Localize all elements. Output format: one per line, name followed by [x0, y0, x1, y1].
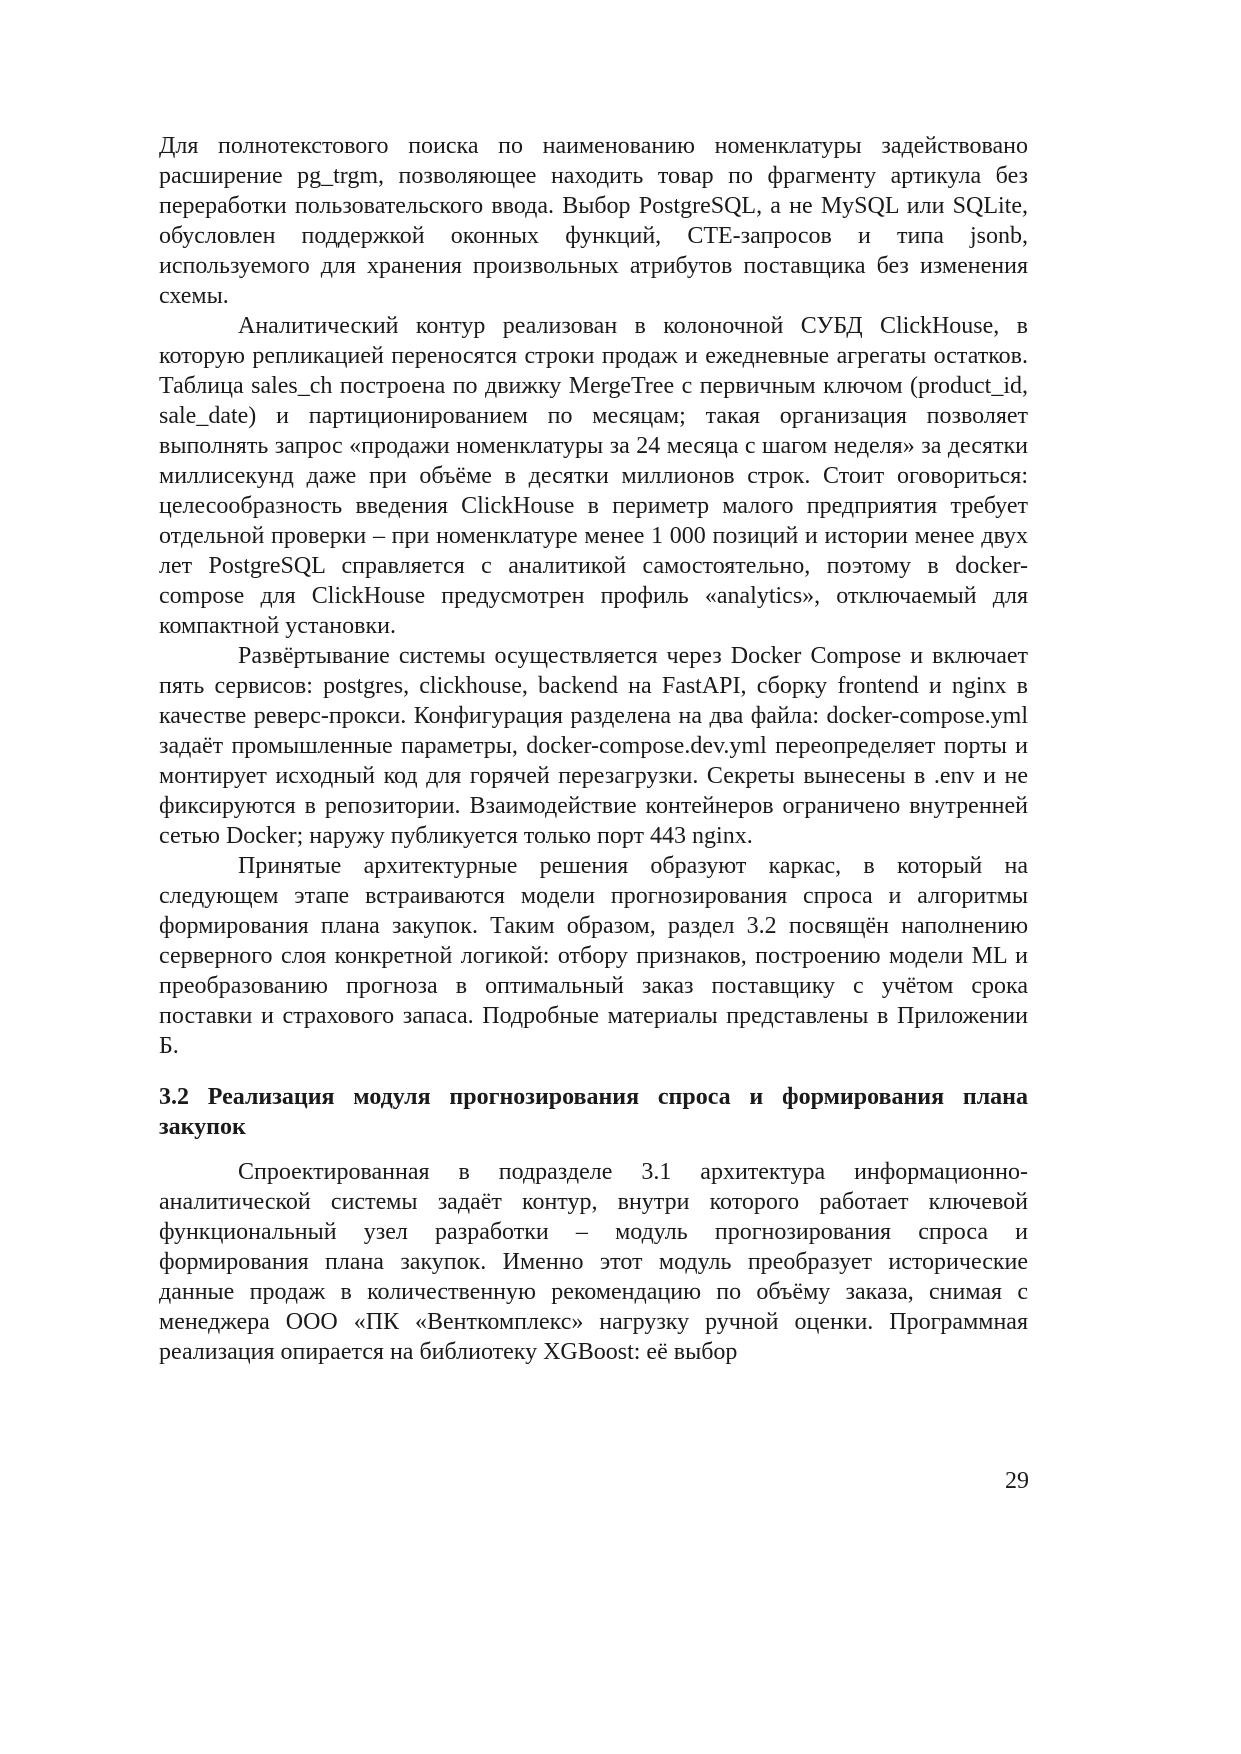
paragraph-architecture-summary: Принятые архитектурные решения образуют каркас, в который на следующем этапе встраиваются модели прогнозирования спроса и алгоритмы формирования плана закупок. Таким образом, раздел 3.2 посвящён наполнению серверного слоя конкретной логикой: отбору признаков, построению модели ML и преобразованию прогноза в оптимальный заказ поставщику с учётом срока поставки и страхового запаса. Подробные материалы представлены в Приложении Б.	[159, 853, 1028, 1059]
document-body	[159, 131, 1028, 1367]
paragraph-section-intro: Спроектированная в подразделе 3.1 архитектура информационно-аналитической системы задаёт контур, внутри которого работает ключевой функциональный узел разработки – модуль прогнозирования спроса и формирования плана закупок. Именно этот модуль преобразует исторические данные продаж в количественную рекомендацию по объёму заказа, снимая с менеджера ООО «ПК «Венткомплекс» нагрузку ручной оценки. Программная реализация опирается на библиотеку XGBoost: её выбор	[159, 1159, 1028, 1365]
section-heading-3-2: 3.2 Реализация модуля прогнозирования спроса и формирования плана закупок	[159, 1084, 1028, 1140]
paragraph-pg-trgm: Для полнотекстового поиска по наименованию номенклатуры задействовано расширение pg_trgm, позволяющее находить товар по фрагменту артикула без переработки пользовательского ввода. Выбор PostgreSQL, а не MySQL или SQLite, обусловлен поддержкой оконных функций, CTE-запросов и типа jsonb, используемого для хранения произвольных атрибутов поставщика без изменения схемы.	[159, 133, 1028, 309]
page-number: 29	[1005, 1468, 1029, 1494]
paragraph-docker-compose: Развёртывание системы осуществляется через Docker Compose и включает пять сервисов: postgres, clickhouse, backend на FastAPI, сборку frontend и nginx в качестве реверс-прокси. Конфигурация разделена на два файла: docker-compose.yml задаёт промышленные параметры, docker-compose.dev.yml переопределяет порты и монтирует исходный код для горячей перезагрузки. Секреты вынесены в .env и не фиксируются в репозитории. Взаимодействие контейнеров ограничено внутренней сетью Docker; наружу публикуется только порт 443 nginx.	[159, 643, 1028, 849]
paragraph-clickhouse: Аналитический контур реализован в колоночной СУБД ClickHouse, в которую репликацией переносятся строки продаж и ежедневные агрегаты остатков. Таблица sales_ch построена по движку MergeTree с первичным ключом (product_id, sale_date) и партиционированием по месяцам; такая организация позволяет выполнять запрос «продажи номенклатуры за 24 месяца с шагом неделя» за десятки миллисекунд даже при объёме в десятки миллионов строк. Стоит оговориться: целесообразность введения ClickHouse в периметр малого предприятия требует отдельной проверки – при номенклатуре менее 1 000 позиций и истории менее двух лет PostgreSQL справляется с аналитикой самостоятельно, поэтому в docker-compose для ClickHouse предусмотрен профиль «analytics», отключаемый для компактной установки.	[159, 313, 1028, 639]
